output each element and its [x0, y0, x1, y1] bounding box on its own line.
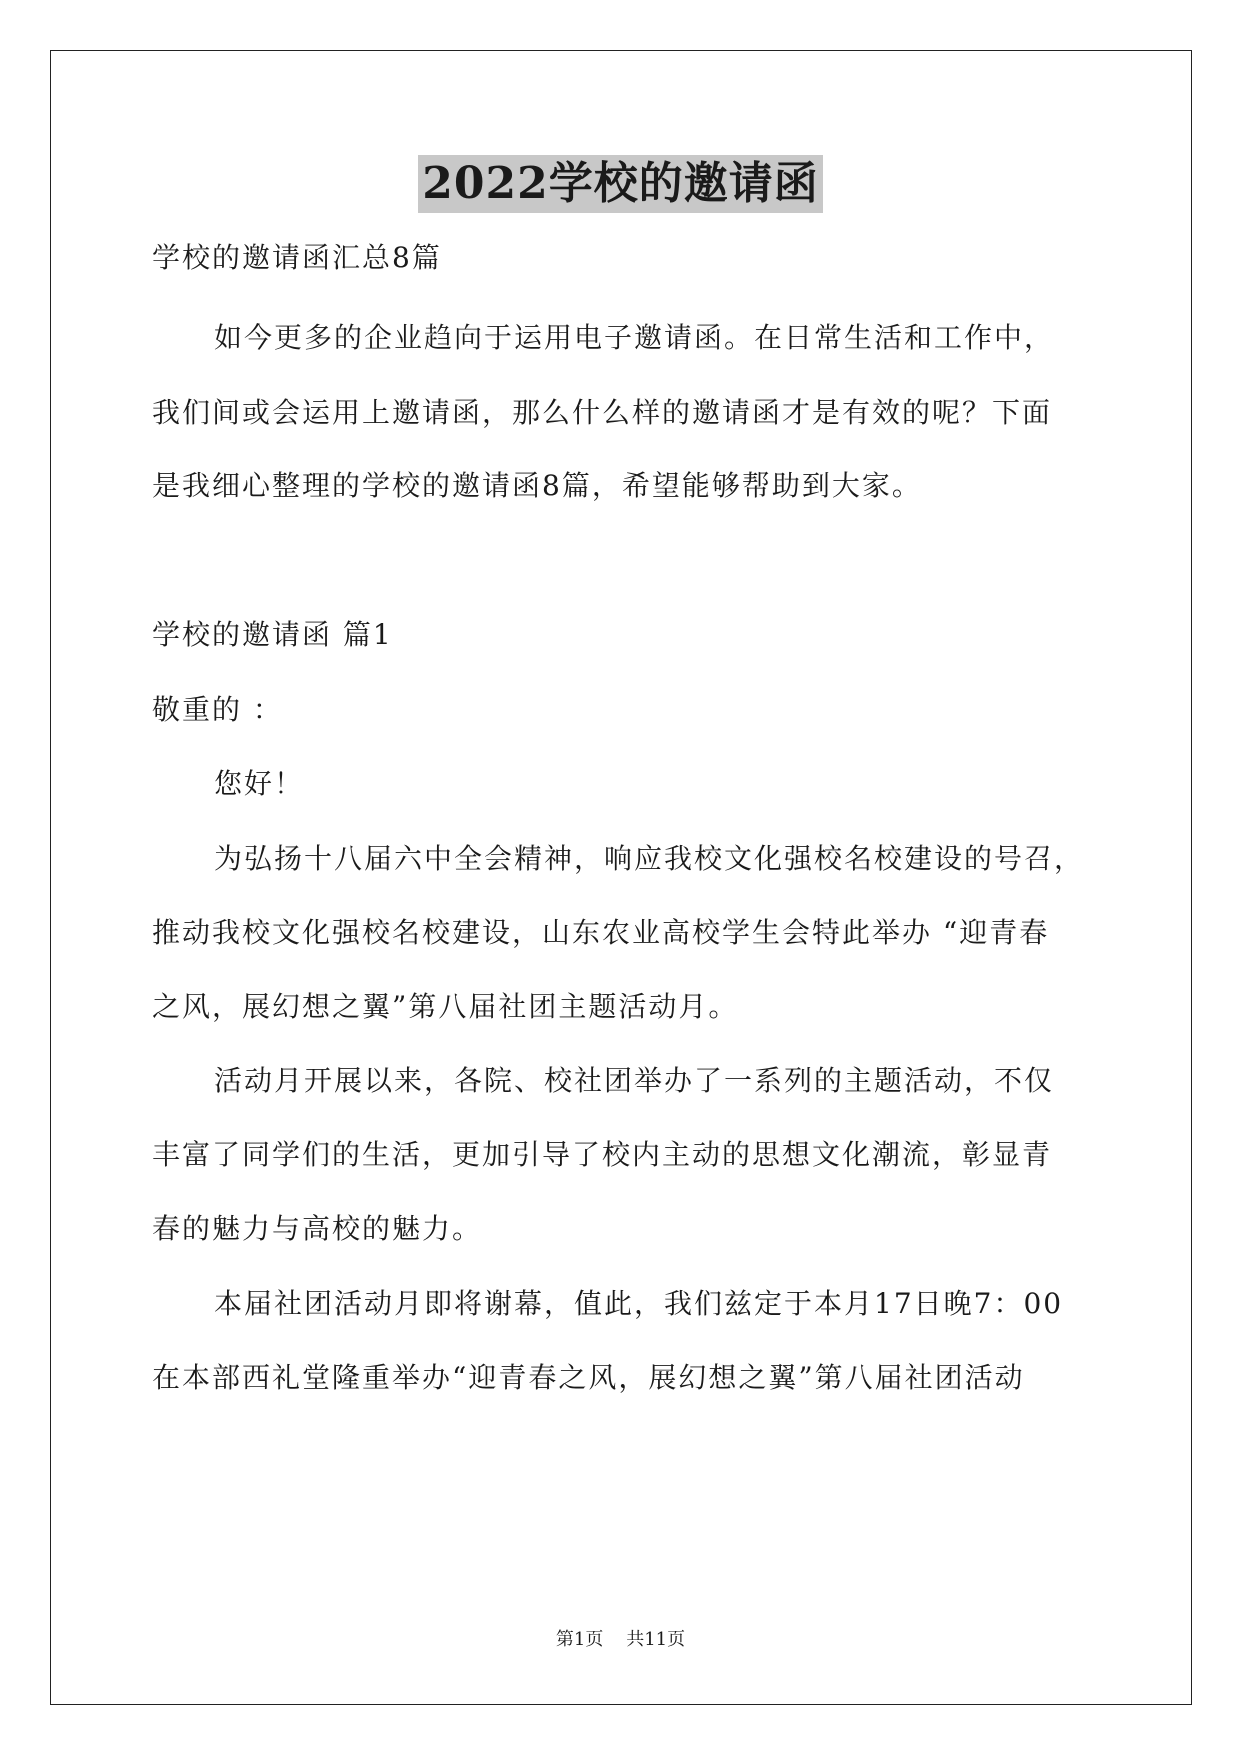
page-number: 第1页 共11页: [555, 1629, 686, 1650]
paragraph-line: 在本部西礼堂隆重举办“迎青春之风，展幻想之翼”第八届社团活动: [152, 1361, 1025, 1394]
salutation: 敬重的 ：: [152, 693, 283, 726]
paragraph-line: 春的魅力与高校的魅力。: [152, 1212, 483, 1245]
subtitle: 学校的邀请函汇总8篇: [152, 241, 442, 274]
paragraph-line: 之风，展幻想之翼”第八届社团主题活动月。: [152, 990, 739, 1023]
paragraph-line: 本届社团活动月即将谢幕，值此，我们兹定于本月17日晚7：00: [214, 1287, 1064, 1320]
section-heading: 学校的邀请函 篇1: [152, 618, 393, 651]
paragraph-line: 是我细心整理的学校的邀请函8篇，希望能够帮助到大家。: [152, 469, 922, 502]
paragraph-line: 为弘扬十八届六中全会精神，响应我校文化强校名校建设的号召，: [214, 842, 1085, 875]
paragraph-line: 活动月开展以来，各院、校社团举办了一系列的主题活动，不仅: [214, 1064, 1055, 1097]
paragraph-line: 我们间或会运用上邀请函，那么什么样的邀请函才是有效的呢？下面: [152, 396, 1053, 429]
greeting: 您好！: [214, 767, 305, 800]
title-container: [0, 155, 1241, 213]
paragraph-line: 推动我校文化强校名校建设，山东农业高校学生会特此举办 “迎青春: [152, 916, 1050, 949]
paragraph-line: 如今更多的企业趋向于运用电子邀请函。在日常生活和工作中，: [214, 321, 1055, 354]
document-title: 2022学校的邀请函: [418, 155, 822, 213]
paragraph-line: 丰富了同学们的生活，更加引导了校内主动的思想文化潮流，彰显青: [152, 1138, 1053, 1171]
